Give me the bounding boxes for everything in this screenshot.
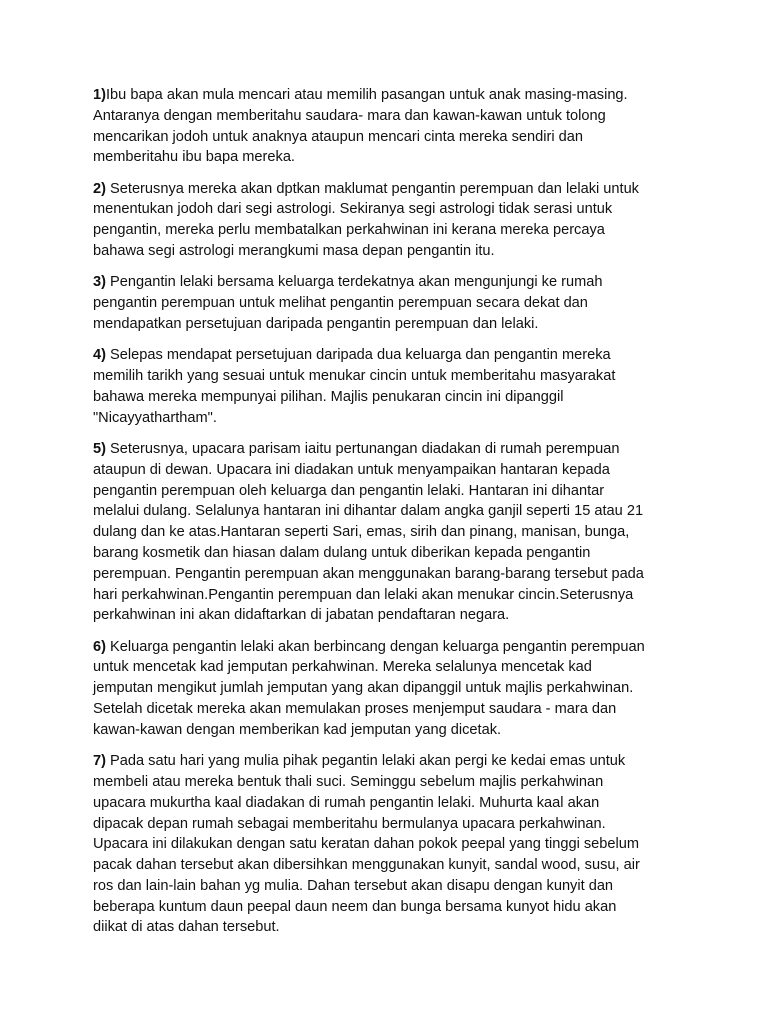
paragraph-line: Pengantin lelaki bersama keluarga terdekatnya akan mengunjungi ke rumah [105, 274, 603, 291]
paragraph-line: perkahwinan ini akan didaftarkan di jabatan pendaftaran negara. [93, 607, 510, 624]
paragraph-5 [93, 439, 693, 626]
paragraph-line: pengantin perempuan oleh keluarga dan pengantin lelaki. Hantaran ini dihantar [93, 482, 605, 499]
paragraph-line: Keluarga pengantin lelaki akan berbincang dengan keluarga pengantin perempuan [105, 638, 645, 655]
paragraph-number: 7) [93, 753, 106, 770]
paragraph-number: 5) [93, 440, 106, 457]
paragraph-line: beberapa kuntum daun peepal daun neem dan bunga bersama kunyot hidu akan [93, 898, 617, 915]
paragraph-line: Ibu bapa akan mula mencari atau memilih pasangan untuk anak masing-masing. [105, 87, 628, 103]
paragraph-number: 3) [93, 274, 106, 291]
paragraph-line: Upacara ini dilakukan dengan satu keratan dahan pokok peepal yang tinggi sebelum [93, 836, 640, 853]
paragraph-line: membeli atau mereka bentuk thali suci. Seminggu sebelum majlis perkahwinan [93, 773, 604, 790]
paragraph-line: kawan-kawan dengan memberikan kad jemputan yang dicetak. [93, 721, 502, 738]
paragraph-line: jemputan mengikut jumlah jemputan yang akan dipanggil untuk majlis perkahwinan. [93, 680, 634, 697]
paragraph-line: melalui dulang. Selalunya hantaran ini dihantar dalam angka ganjil seperti 15 atau 21 [93, 503, 644, 520]
paragraph-line: diikat di atas dahan tersebut. [93, 919, 280, 936]
paragraph-line: Pada satu hari yang mulia pihak pegantin lelaki akan pergi ke kedai emas untuk [105, 753, 626, 770]
paragraph-line: ros dan lain-lain bahan yg mulia. Dahan tersebut akan disapu dengan kunyit dan [93, 877, 614, 894]
paragraph-6 [93, 637, 693, 741]
paragraph-line: pengantin, mereka perlu membatalkan perkahwinan ini kerana mereka percaya [93, 222, 605, 239]
paragraph-4 [93, 345, 693, 428]
paragraph-line: mendapatkan persetujuan daripada pengantin perempuan dan lelaki. [93, 315, 539, 332]
paragraph-line: barang kosmetik dan hiasan dalam dulang untuk diberikan kepada pengantin [93, 544, 591, 561]
paragraph-number: 6) [93, 638, 106, 655]
paragraph-line: "Nicayyathartham". [93, 409, 217, 426]
paragraph-1 [93, 85, 693, 168]
paragraph-line: pacak dahan tersebut akan dibersihkan menggunakan kunyit, sandal wood, susu, air [93, 857, 640, 874]
paragraph-line: perempuan. Pengantin perempuan akan menggunakan barang-barang tersebut pada [93, 565, 644, 582]
document-page [93, 85, 693, 949]
paragraph-line: Setelah dicetak mereka akan memulakan proses menjemput saudara - mara dan [93, 701, 617, 718]
paragraph-line: memberitahu ibu bapa mereka. [93, 149, 295, 166]
paragraph-number: 4) [93, 347, 106, 364]
paragraph-line: Seterusnya, upacara parisam iaitu pertunangan diadakan di rumah perempuan [105, 440, 620, 457]
paragraph-3 [93, 272, 693, 334]
paragraph-line: memilih tarikh yang sesuai untuk menukar cincin untuk memberitahu masyarakat [93, 368, 616, 385]
paragraph-line: untuk mencetak kad jemputan perkahwinan. Mereka selalunya mencetak kad [93, 659, 592, 676]
paragraph-line: upacara mukurtha kaal diadakan di rumah pengantin lelaki. Muhurta kaal akan [93, 794, 600, 811]
paragraph-2 [93, 179, 693, 262]
paragraph-line: hari perkahwinan.Pengantin perempuan dan lelaki akan menukar cincin.Seterusnya [93, 586, 634, 603]
paragraph-line: pengantin perempuan untuk melihat pengantin perempuan secara dekat dan [93, 295, 588, 312]
paragraph-line: dipacak depan rumah sebagai memberitahu bermulanya upacara perkahwinan. [93, 815, 606, 832]
paragraph-7 [93, 751, 693, 938]
paragraph-line: menentukan jodoh dari segi astrologi. Sekiranya segi astrologi tidak serasi untuk [93, 201, 613, 218]
paragraph-line: bahawa segi astrologi merangkumi masa depan pengantin itu. [93, 243, 495, 260]
paragraph-number: 2) [93, 180, 106, 197]
paragraph-line: mencarikan jodoh untuk anaknya ataupun mencari cinta mereka sendiri dan [93, 128, 583, 145]
paragraph-line: Seterusnya mereka akan dptkan maklumat pengantin perempuan dan lelaki untuk [105, 180, 639, 197]
paragraph-line: Selepas mendapat persetujuan daripada dua keluarga dan pengantin mereka [105, 347, 611, 364]
paragraph-line: dulang dan ke atas.Hantaran seperti Sari, emas, sirih dan pinang, manisan, bunga, [93, 524, 630, 541]
paragraph-line: bahawa mereka mempunyai pilihan. Majlis penukaran cincin ini dipanggil [93, 388, 564, 405]
paragraph-number: 1) [93, 87, 106, 103]
paragraph-line: Antaranya dengan memberitahu saudara- mara dan kawan-kawan untuk tolong [93, 107, 606, 124]
paragraph-line: ataupun di dewan. Upacara ini diadakan untuk menyampaikan hantaran kepada [93, 461, 610, 478]
